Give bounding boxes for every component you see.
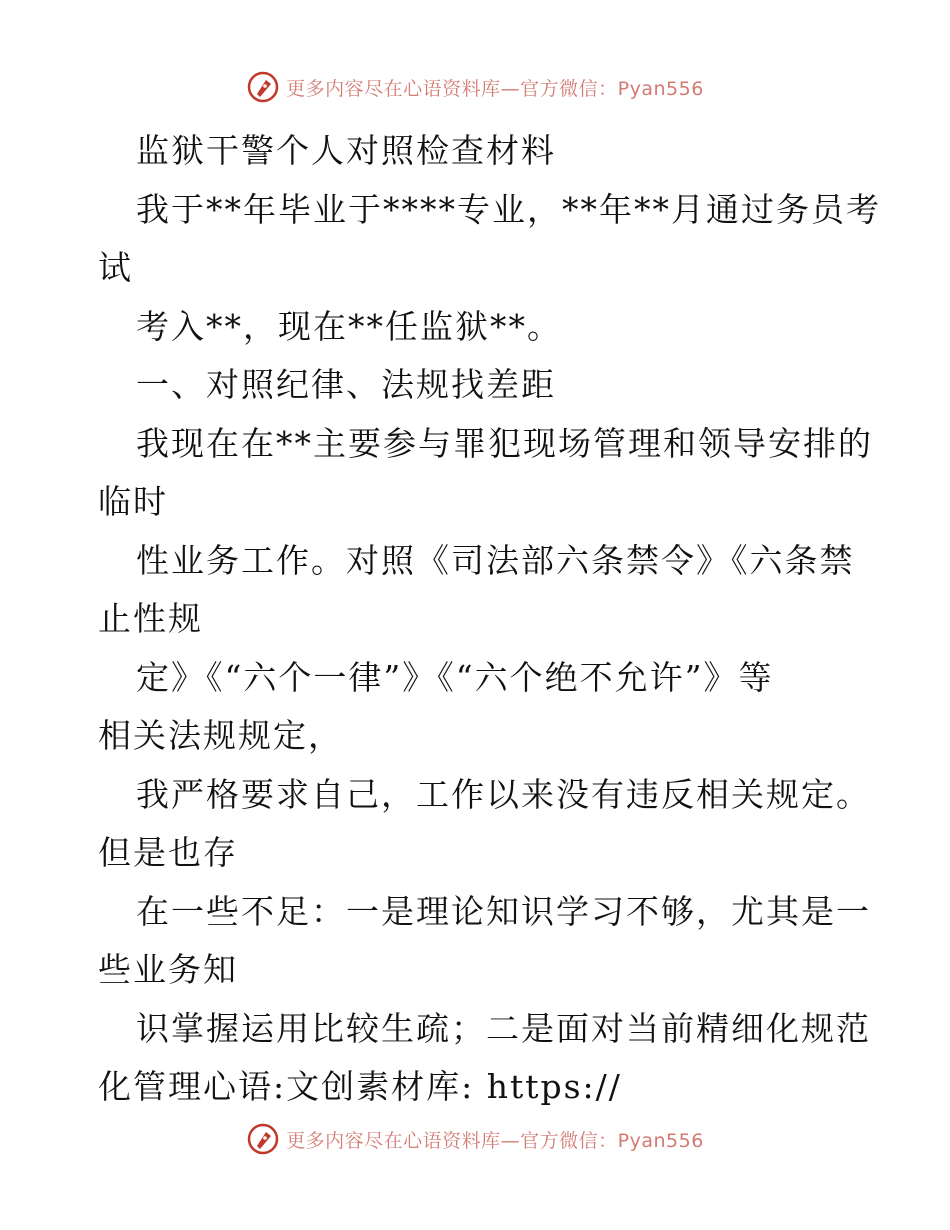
text-line: 但是也存 bbox=[98, 833, 238, 872]
text-line: 些业务知 bbox=[98, 950, 238, 989]
pen-nib-logo-icon bbox=[246, 70, 280, 104]
text-line: 考入**，现在**任监狱**。 bbox=[136, 306, 562, 346]
document-body bbox=[98, 122, 881, 1117]
text-line: 化管理心语:文创素材库: https:// bbox=[98, 1067, 622, 1106]
watermark-text: 更多内容尽在心语资料库—官方微信：Pyan556 bbox=[286, 1129, 704, 1152]
text-line: 我现在在**主要参与罪犯现场管理和领导安排的 bbox=[136, 423, 873, 463]
text-line: 定》《“六个一律”》《“六个绝不允许”》等 bbox=[136, 657, 774, 697]
text-line: 性业务工作。对照《司法部六条禁令》《六条禁 bbox=[136, 540, 855, 580]
watermark-text: 更多内容尽在心语资料库—官方微信：Pyan556 bbox=[286, 77, 704, 100]
header-watermark bbox=[0, 70, 950, 104]
text-line: 临时 bbox=[98, 482, 168, 521]
text-line: 在一些不足：一是理论知识学习不够，尤其是一 bbox=[136, 891, 871, 931]
text-line: 止性规 bbox=[98, 599, 203, 638]
footer-watermark bbox=[0, 1122, 950, 1156]
pen-nib-logo-icon bbox=[246, 1122, 280, 1156]
text-line: 一、对照纪律、法规找差距 bbox=[136, 365, 556, 404]
text-line: 我于**年毕业于****专业，**年**月通过务员考 bbox=[136, 189, 881, 229]
text-line: 我严格要求自己，工作以来没有违反相关规定。 bbox=[136, 774, 871, 814]
text-line: 试 bbox=[98, 248, 133, 287]
text-line: 相关法规规定， bbox=[98, 716, 343, 755]
text-line: 监狱干警个人对照检查材料 bbox=[136, 131, 556, 170]
text-line: 识掌握运用比较生疏；二是面对当前精细化规范 bbox=[136, 1008, 871, 1048]
